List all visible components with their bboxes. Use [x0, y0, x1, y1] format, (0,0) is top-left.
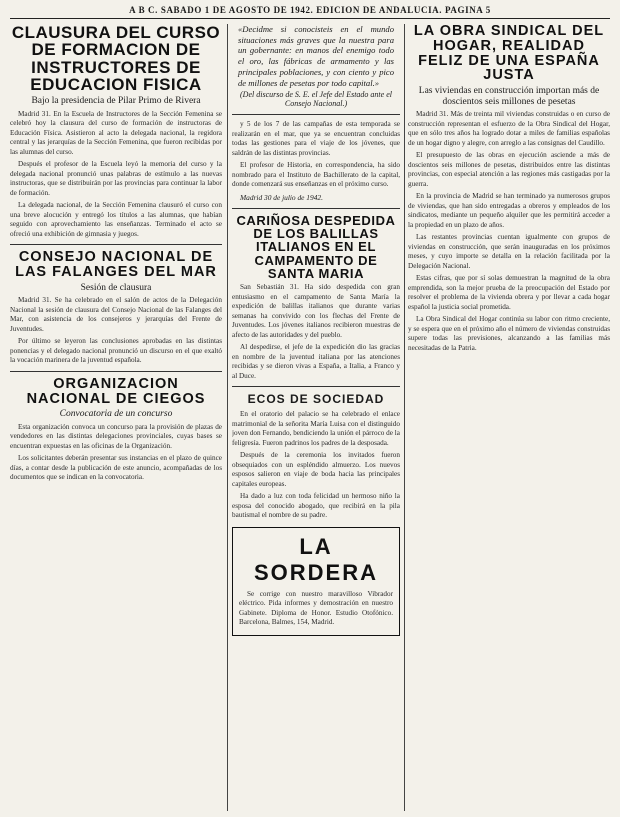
ad-title: LA SORDERA: [253, 533, 378, 585]
article-paragraph: En el oratorio del palacio se ha celebrado el enlace matrimonial de la señorita María Luisa con el distinguido joven don Fernando, bendiciendo la unión el párroco de la feligresía. Fueron padrinos los padres de la desposada.: [232, 410, 400, 447]
headline-ecos-sociedad: ECOS DE SOCIEDAD: [247, 392, 385, 407]
page-header: A B C. SABADO 1 DE AGOSTO DE 1942. EDICION DE ANDALUCIA. PAGINA 5: [129, 5, 491, 15]
section-divider: [10, 244, 222, 245]
subhead-presidencia: Bajo la presidencia de Pilar Primo de Rivera: [31, 96, 201, 107]
article-paragraph: Madrid 31. En la Escuela de Instructores de la Sección Femenina se celebró hoy la clausura del curso de formación de instructoras de Educación Física. Asistieron al acto la delegada nacional, la regidora central y las jerarquías de la Sección Femenina, que fueron recibidas por las alumnas del curso.: [10, 109, 222, 156]
article-paragraph: El profesor de Historia, en correspondencia, ha sido nombrado para el Instituto de Bachillerato de la capital, donde comenzará sus enseñanzas en el próximo curso.: [232, 161, 400, 189]
article-paragraph: La delegada nacional, de la Sección Femenina clausuró el curso con una breve alocución y entregó los títulos a las alumnas, que habían seguido con aprovechamiento las enseñanzas. Terminado el acto se ofreció una exhibición de gimnasia y juegos.: [10, 201, 222, 238]
article-paragraph: Las restantes provincias cuentan igualmente con grupos de viviendas en construcción, que serán inauguradas en los próximos meses, y cuyo importe se detalla en la relación facilitada por la Delegación Nacional.: [408, 233, 610, 270]
headline-consejo-falanges: CONSEJO NACIONAL DE LAS FALANGES DEL MAR: [15, 249, 217, 281]
article-paragraph: El presupuesto de las obras en ejecución asciende a más de doscientos seis millones de pesetas, distribuidos entre las distintas provincias, con especial atención a las regiones más castigadas por la guerra.: [408, 151, 610, 188]
article-paragraph: Por último se leyeron las conclusiones aprobadas en las distintas ponencias y el delegado nacional pronunció un discurso en el que exaltó la vocación marinera de la juventud española.: [10, 337, 222, 365]
column-center: [232, 24, 400, 813]
headline-balillas: CARIÑOSA DESPEDIDA DE LOS BALILLAS ITALIANOS EN EL CAMPAMENTO DE SANTA MARIA: [236, 212, 396, 281]
subhead-concurso: Convocatoria de un concurso: [59, 409, 173, 420]
article-paragraph: Los solicitantes deberán presentar sus instancias en el plazo de quince días, a contar desde la publicación de este anuncio, acompañadas de los documentos que se indican en la convocatoria.: [10, 454, 222, 482]
article-paragraph: Esta organización convoca un concurso para la provisión de plazas de vendedores en las distintas delegaciones provinciales, cuyas bases se encuentran expuestas en las oficinas de la Organización.: [10, 422, 222, 450]
column-right: [408, 24, 610, 813]
headline-ciegos: ORGANIZACION NACIONAL DE CIEGOS: [26, 375, 206, 407]
article-signoff: Madrid 30 de julio de 1942.: [240, 192, 323, 202]
ad-text: Se corrige con nuestro maravilloso Vibrador eléctrico. Pida informes y demostración en nuestro Gabinete. Diploma de Honor. Estudio Otofónico. Barcelona, Balmes, 154, Madrid.: [239, 589, 393, 627]
section-divider: [10, 371, 222, 372]
article-paragraph: Después el profesor de la Escuela leyó la memoria del curso y la delegada nacional pronunció unas palabras de estímulo a las nuevas instructoras, que se distribuirán por las provincias para continuar la labor de formación.: [10, 160, 222, 197]
quote-source: (Del discurso de S. E. el Jefe del Estado ante el Consejo Nacional.): [240, 90, 392, 109]
article-paragraph: Estas cifras, que por sí solas demuestran la magnitud de la obra emprendida, son la mejor prueba de la preocupación del Estado por resolver el problema de la vivienda obrera y por llevar a cada hogar español la justicia social prometida.: [408, 274, 610, 311]
article-paragraph: Al despedirse, el jefe de la expedición dio las gracias en nombre de la juventud italiana por las atenciones recibidas y se dieron vivas a España, a Italia, a Franco y al Duce.: [232, 343, 400, 380]
article-paragraph: Madrid 31. Se ha celebrado en el salón de actos de la Delegación Nacional la sesión de clausura del Consejo Nacional de las Falanges del Mar, con asistencia de los consejeros y jerarquías del Frente de Juventudes.: [10, 296, 222, 333]
subhead-sesion: Sesión de clausura: [80, 282, 152, 293]
subhead-viviendas: Las viviendas en construcción importan más de doscientos seis millones de pesetas: [418, 86, 600, 107]
headline-clausura: CLAUSURA DEL CURSO DE FORMACION DE INSTRUCTORES DE EDUCACION FISICA: [11, 24, 221, 94]
section-divider: [232, 386, 400, 387]
column-rule-1: [227, 24, 228, 811]
article-paragraph: Madrid 31. Más de treinta mil viviendas construidas o en curso de construcción representan el esfuerzo de la Obra Sindical del Hogar, que en sólo tres años ha logrado dotar a miles de familias españolas de un hogar digno y alegre, con arreglo a las consignas del Caudillo.: [408, 110, 610, 147]
headline-obra-sindical: LA OBRA SINDICAL DEL HOGAR, REALIDAD FELIZ DE UNA ESPAÑA JUSTA: [413, 24, 605, 84]
column-left: [10, 24, 222, 813]
franco-quote: «Decidme si conocisteis en el mundo situaciones más graves que la nuestra para un gobernante: en manos del enemigo todo el oro, las fábricas de armamento y las principales poblaciones, y con ciento y pico de millones de pesetas por todo capital.»: [238, 24, 394, 88]
section-divider: [232, 208, 400, 209]
article-paragraph: En la provincia de Madrid se han terminado ya numerosos grupos de viviendas, que han sido entregadas a obreros y empleados de los sindicatos, mediante un pequeño alquiler que les permitirá acceder a la propiedad en un plazo de años.: [408, 192, 610, 229]
article-paragraph: y 5 de los 7 de las campañas de esta temporada se realizarán en el mar, que ya se encuentran concluidas todas las gestiones para el viaje de los jóvenes, que saldrán de las distintas provincias.: [232, 120, 400, 157]
ad-sordera: [232, 527, 400, 636]
article-paragraph: La Obra Sindical del Hogar continúa su labor con ritmo creciente, y se espera que en el próximo año el número de viviendas construidas supere todas las previsiones, alcanzando a las familias más necesitadas de la Patria.: [408, 315, 610, 352]
section-divider: [232, 114, 400, 115]
article-paragraph: Ha dado a luz con toda felicidad un hermoso niño la esposa del conocido abogado, que recibirá en la pila bautismal el nombre de su padre.: [232, 492, 400, 520]
article-paragraph: Después de la ceremonia los invitados fueron obsequiados con un espléndido almuerzo. Los nuevos esposos salieron en viaje de boda hacia las principales capitales europeas.: [232, 451, 400, 488]
column-rule-2: [404, 24, 405, 811]
header-rule: [10, 18, 610, 19]
article-paragraph: San Sebastián 31. Ha sido despedida con gran entusiasmo en el campamento de Santa María la expedición de balillas italianos que durante varias semanas ha convivido con los flechas del Frente de Juventudes. Los jóvenes italianos recibieron muestras de afecto de las autoridades y del pueblo.: [232, 283, 400, 339]
